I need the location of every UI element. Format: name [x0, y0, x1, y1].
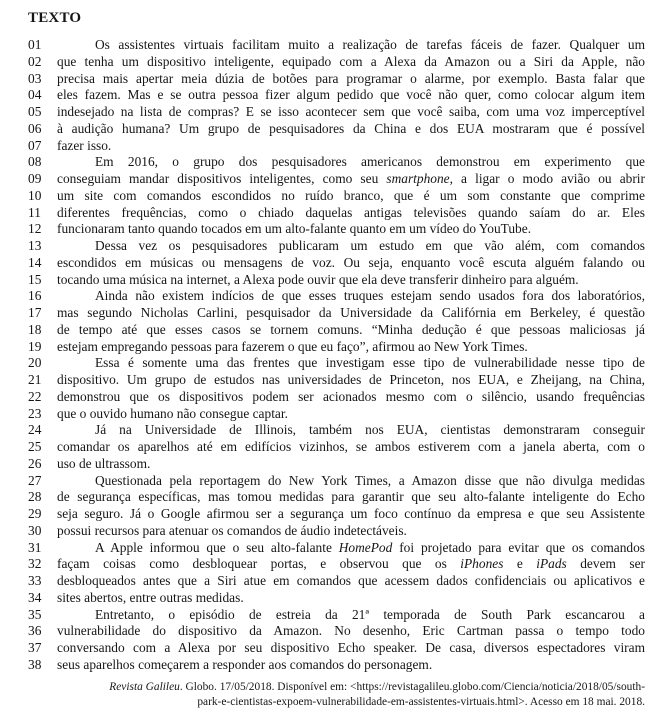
text-run: precisa mais apertar meia dúzia de botões para programar o alarme, por exemplo. Basta falar que	[57, 70, 645, 86]
italic-text-run: iPads	[536, 556, 567, 572]
text-line	[28, 71, 645, 88]
text-line	[28, 556, 645, 573]
text-run: conversando com a Alexa por seu dispositivo Echo speaker. De casa, diversos espectadores viram	[57, 640, 645, 655]
line-text	[57, 640, 645, 657]
line-number: 27	[28, 472, 42, 488]
text-line	[28, 205, 645, 222]
line-number: 24	[28, 422, 42, 438]
text-run: Os assistentes virtuais facilitam muito a realização de tarefas fáceis de fazer. Qualquer um	[95, 37, 645, 52]
line-text	[57, 623, 645, 640]
text-run: e	[503, 556, 537, 572]
line-text	[57, 322, 645, 339]
text-line	[28, 37, 645, 54]
text-run: demonstrou que os dispositivos podem ser acionados mesmo com o silêncio, usando frequências	[57, 388, 645, 404]
text-run: desbloqueados antes que a Siri atue em comandos que acessem dados confidenciais ou aplicativos e	[57, 573, 645, 588]
line-number: 11	[28, 204, 41, 220]
line-text	[57, 523, 645, 540]
line-text	[57, 473, 645, 490]
text-line	[28, 171, 645, 188]
line-number: 04	[28, 87, 42, 103]
line-number: 33	[28, 573, 42, 588]
line-text	[57, 37, 645, 54]
line-text	[57, 556, 645, 573]
text-run: Entretanto, o episódio de estreia da 21ª temporada de South Park escancarou a	[95, 606, 645, 622]
line-number: 29	[28, 506, 42, 521]
text-run: escondidos em músicas ou mensagens de voz. Ou seja, enquanto você escuta alguém falando ou	[57, 254, 645, 270]
text-line	[28, 188, 645, 205]
citation-line-1	[28, 680, 645, 695]
source-citation	[28, 680, 645, 710]
text-run: Questionada pela reportagem do New York Times, a Amazon disse que não divulga medidas	[95, 472, 645, 488]
text-line	[28, 305, 645, 322]
text-line	[28, 121, 645, 138]
line-number: 34	[28, 589, 42, 605]
text-line	[28, 221, 645, 238]
text-line	[28, 623, 645, 640]
text-line	[28, 422, 645, 439]
line-number: 38	[28, 656, 42, 672]
text-run: Já na Universidade de Illinois, também nos EUA, cientistas demonstraram conseguir	[95, 422, 645, 438]
line-text	[57, 221, 645, 238]
line-number: 06	[28, 120, 42, 136]
text-line	[28, 540, 645, 557]
line-number: 37	[28, 640, 42, 655]
text-line	[28, 339, 645, 356]
text-run: diferentes frequências, como o chiado daquelas antigas televisões quando saíam do ar. Eles	[57, 204, 645, 220]
text-run: mas segundo Nicholas Carlini, pesquisador da Universidade da Califórnia em Berkeley, é questão	[57, 305, 645, 320]
text-line	[28, 523, 645, 540]
text-line	[28, 255, 645, 272]
line-text	[57, 657, 645, 674]
text-line	[28, 238, 645, 255]
text-line	[28, 87, 645, 104]
text-line	[28, 355, 645, 372]
line-number: 10	[28, 187, 42, 203]
text-line	[28, 590, 645, 607]
text-line	[28, 272, 645, 289]
text-line	[28, 54, 645, 71]
text-run: tocando uma música na internet, a Alexa pode ouvir que ela deve transferir dinheiro para alguém.	[57, 271, 579, 287]
line-text	[57, 372, 645, 389]
text-run: façam coisas como desbloquear portas, e observou que os	[57, 556, 461, 572]
line-number: 05	[28, 104, 42, 119]
line-number: 17	[28, 305, 42, 320]
text-run: de segurança específicas, mas tomou medidas para garantir que seu alto-falante inteligente do Echo	[57, 489, 645, 505]
line-text	[57, 238, 645, 255]
text-line	[28, 473, 645, 490]
text-run: foi projetado para evitar que os comandos	[392, 539, 645, 555]
line-number: 31	[28, 539, 42, 555]
text-line	[28, 372, 645, 389]
line-number: 28	[28, 489, 42, 505]
text-line	[28, 406, 645, 423]
line-text	[57, 54, 645, 71]
text-line	[28, 138, 645, 155]
line-number: 25	[28, 439, 42, 454]
line-text	[57, 573, 645, 590]
text-run: devem ser	[566, 556, 645, 572]
text-run: seja seguro. Já o Google afirmou ser a segurança um foco contínuo da empresa e que seu Assistente	[57, 506, 645, 521]
line-number: 32	[28, 556, 42, 572]
line-number: 21	[28, 372, 42, 387]
line-number: 08	[28, 154, 42, 170]
text-run: de tempo até que esses casos se tornem comuns. “Minha dedução é que pessoas maliciosas já	[57, 321, 645, 337]
text-line	[28, 573, 645, 590]
text-line	[28, 104, 645, 121]
line-text	[57, 355, 645, 372]
text-run: Dessa vez os pesquisadores publicaram um estudo em que vão além, com comandos	[95, 238, 645, 253]
line-number: 12	[28, 221, 42, 237]
line-text	[57, 389, 645, 406]
line-number: 09	[28, 171, 42, 186]
text-line	[28, 288, 645, 305]
line-number: 03	[28, 70, 42, 86]
text-run: dispositivo. Um grupo de estudos nas universidades de Princeton, nos EUA, e Zheijang, na China,	[57, 372, 645, 387]
text-run: indesejado na lista de compras? E se isso acontecer sem que você saiba, com uma voz imperceptível	[57, 104, 645, 119]
text-run: seus aparelhos começarem a responder aos comandos do personagem.	[57, 656, 433, 672]
line-text	[57, 205, 645, 222]
line-number: 02	[28, 53, 42, 69]
page-title: TEXTO	[28, 10, 82, 26]
line-number: 30	[28, 522, 42, 538]
line-text	[57, 87, 645, 104]
line-text	[57, 288, 645, 305]
text-run: que tenha um dispositivo inteligente, equipado com a Alexa da Amazon ou a Siri da Apple, não	[57, 53, 645, 69]
line-number: 35	[28, 606, 42, 622]
text-run: possui recursos para atenuar os comandos de áudio indetectáveis.	[57, 522, 407, 538]
line-text	[57, 406, 645, 423]
line-number: 19	[28, 338, 42, 354]
text-run: que o ouvido humano não consegue captar.	[57, 405, 288, 421]
line-text	[57, 272, 645, 289]
text-run: Em 2016, o grupo dos pesquisadores americanos demonstrou em experimento que	[95, 154, 645, 170]
text-body	[28, 37, 645, 674]
line-number: 13	[28, 238, 42, 253]
line-number: 22	[28, 388, 42, 404]
line-number: 23	[28, 405, 42, 421]
text-run: park-e-cientistas-expoem-vulnerabilidade-em-assistentes-virtuais.html>. Acesso em 18 mai. 2018.	[197, 695, 645, 708]
text-run: vulnerabilidade do dispositivo da Amazon. No desenho, Eric Cartman passa o tempo todo	[57, 623, 645, 639]
line-text	[57, 489, 645, 506]
line-number: 14	[28, 254, 42, 270]
line-text	[57, 188, 645, 205]
text-line	[28, 607, 645, 624]
line-text	[57, 506, 645, 523]
line-text	[57, 121, 645, 138]
text-line	[28, 489, 645, 506]
text-line	[28, 506, 645, 523]
text-line	[28, 154, 645, 171]
italic-text-run: smartphone	[386, 171, 450, 186]
text-line	[28, 439, 645, 456]
italic-text-run: HomePod	[338, 539, 393, 555]
text-run: eles fazem. Mas e se outra pessoa fizer algum pedido que você não quer, como colocar algum item	[57, 87, 645, 103]
citation-line-2	[28, 695, 645, 710]
text-line	[28, 389, 645, 406]
line-text	[57, 422, 645, 439]
line-number: 20	[28, 355, 42, 371]
text-run: estejam empregando pessoas para fazerem o que eu faço”, afirmou ao New York Times.	[57, 338, 528, 354]
line-text	[57, 339, 645, 356]
text-run: à audição humana? Um grupo de pesquisadores da China e dos EUA mostraram que é possível	[57, 120, 645, 136]
text-run: Essa é somente uma das frentes que investigam esse tipo de vulnerabilidade nesse tipo de	[95, 355, 645, 371]
line-number: 18	[28, 321, 42, 337]
line-text	[57, 607, 645, 624]
italic-text-run: Revista Galileu	[109, 680, 180, 693]
text-run: sites abertos, entre outras medidas.	[57, 589, 244, 605]
text-run: um site com comandos escondidos no ruído branco, que é um som constante que comprime	[57, 187, 645, 203]
text-run: . Globo. 17/05/2018. Disponível em: <https://revistagalileu.globo.com/Ciencia/noticia/2018/05/south-	[179, 680, 645, 693]
line-text	[57, 540, 645, 557]
line-text	[57, 138, 645, 155]
text-run: funcionaram tanto quando tocados em um alto-falante quanto em um vídeo do YouTube.	[57, 221, 532, 237]
line-text	[57, 255, 645, 272]
line-text	[57, 439, 645, 456]
line-text	[57, 154, 645, 171]
text-line	[28, 640, 645, 657]
line-text	[57, 71, 645, 88]
text-run: comandar os aparelhos até em edifícios vizinhos, se ambos estiverem com a janela aberta, com o	[57, 439, 645, 454]
line-number: 15	[28, 271, 42, 287]
line-number: 16	[28, 288, 42, 304]
line-number: 26	[28, 455, 42, 471]
text-run: Ainda não existem indícios de que esses truques estejam sendo usados fora dos laboratórios,	[95, 288, 645, 304]
text-run: uso de ultrassom.	[57, 455, 151, 471]
line-number: 36	[28, 623, 42, 639]
text-run: conseguiam mandar dispositivos inteligentes, como seu	[57, 171, 387, 186]
line-text	[57, 456, 645, 473]
text-run: A Apple informou que o seu alto-falante	[95, 539, 339, 555]
line-text	[57, 171, 645, 188]
text-line	[28, 456, 645, 473]
text-run: fazer isso.	[57, 137, 112, 153]
italic-text-run: iPhones	[460, 556, 504, 572]
line-text	[57, 104, 645, 121]
line-text	[57, 590, 645, 607]
text-run: , a ligar o modo avião ou abrir	[449, 171, 645, 186]
text-line	[28, 322, 645, 339]
line-number: 07	[28, 137, 42, 153]
line-number: 01	[28, 37, 42, 52]
line-text	[57, 305, 645, 322]
text-line	[28, 657, 645, 674]
